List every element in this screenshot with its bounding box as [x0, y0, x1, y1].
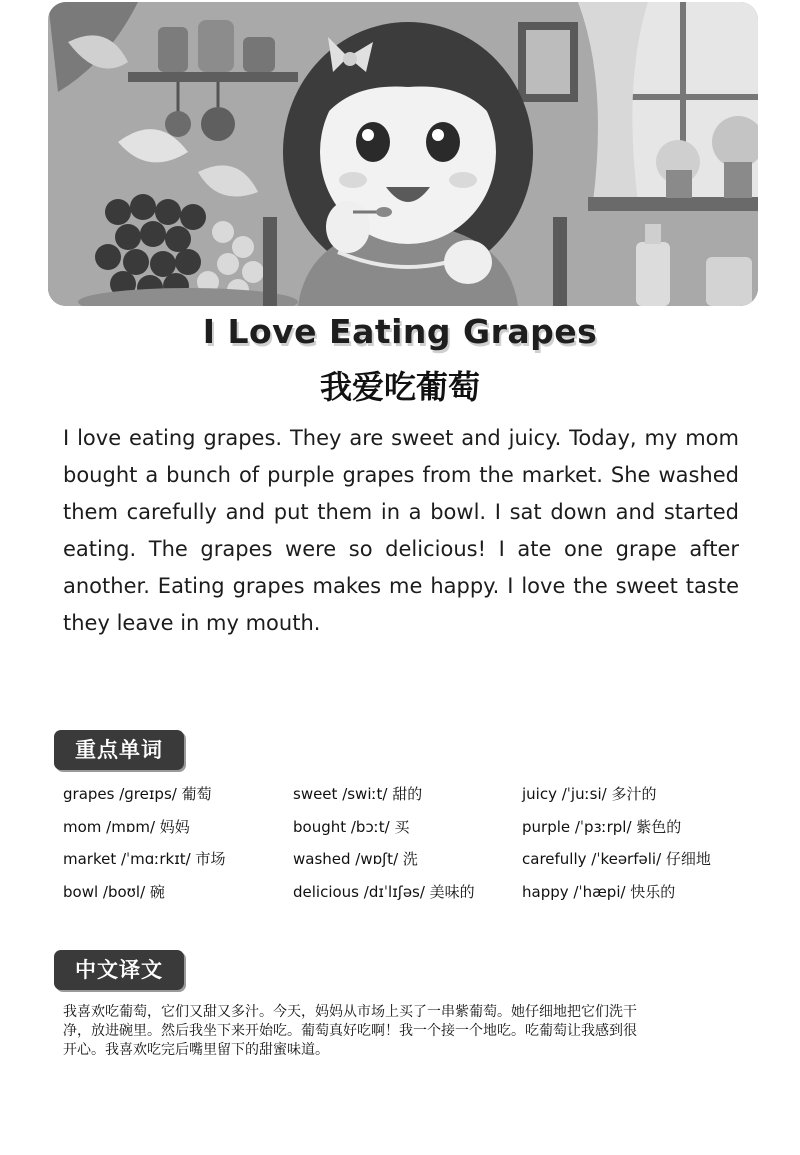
vocab-item: washed /wɒʃt/ 洗 [293, 850, 418, 868]
story-text: I love eating grapes. They are sweet and juicy. Today, my mom bought a bunch of purple grapes from the market. She washed them carefully and put them in a bowl. I sat down and started eating. The grapes were so delicious! I ate one grape after another. Eating grapes makes me happy. I love the sweet taste they leave in my mouth. [63, 426, 739, 635]
vocab-item: juicy /ˈjuːsi/ 多汁的 [522, 785, 657, 803]
vocab-item: mom /mɒm/ 妈妈 [63, 817, 190, 836]
vocab-item: bought /bɔːt/ 买 [293, 817, 410, 836]
vocab-item: delicious /dɪˈlɪʃəs/ 美味的 [293, 882, 475, 901]
vocab-section-label: 重点单词 [54, 730, 184, 770]
story-title-chinese: 我爱吃葡萄 [319, 368, 480, 406]
chinese-translation-text: 我喜欢吃葡萄，它们又甜又多汁。今天，妈妈从市场上买了一串紫葡萄。她仔细地把它们洗干净，放进碗里。然后我坐下来开始吃。葡萄真好吃啊！我一个接一个地吃。吃葡萄让我感到很开心。我喜欢吃完后嘴里留下的甜蜜味道。 [63, 1004, 637, 1058]
vocab-item: market /ˈmɑːrkɪt/ 市场 [63, 850, 226, 868]
vocab-item: happy /ˈhæpi/ 快乐的 [522, 882, 676, 901]
vocab-item: carefully /ˈkeərfəli/ 仔细地 [522, 850, 711, 868]
vocab-list [63, 784, 753, 902]
illustration-girl-eating-grapes [48, 2, 758, 306]
vocab-item: grapes /ɡreɪps/ 葡萄 [63, 785, 212, 803]
vocab-item: sweet /swiːt/ 甜的 [293, 785, 423, 803]
vocab-item: purple /ˈpɜːrpl/ 紫色的 [522, 817, 682, 836]
story-title-english: I Love Eating Grapes [202, 312, 598, 351]
translation-section-label: 中文译文 [54, 950, 184, 990]
vocab-item: bowl /boʊl/ 碗 [63, 882, 165, 901]
